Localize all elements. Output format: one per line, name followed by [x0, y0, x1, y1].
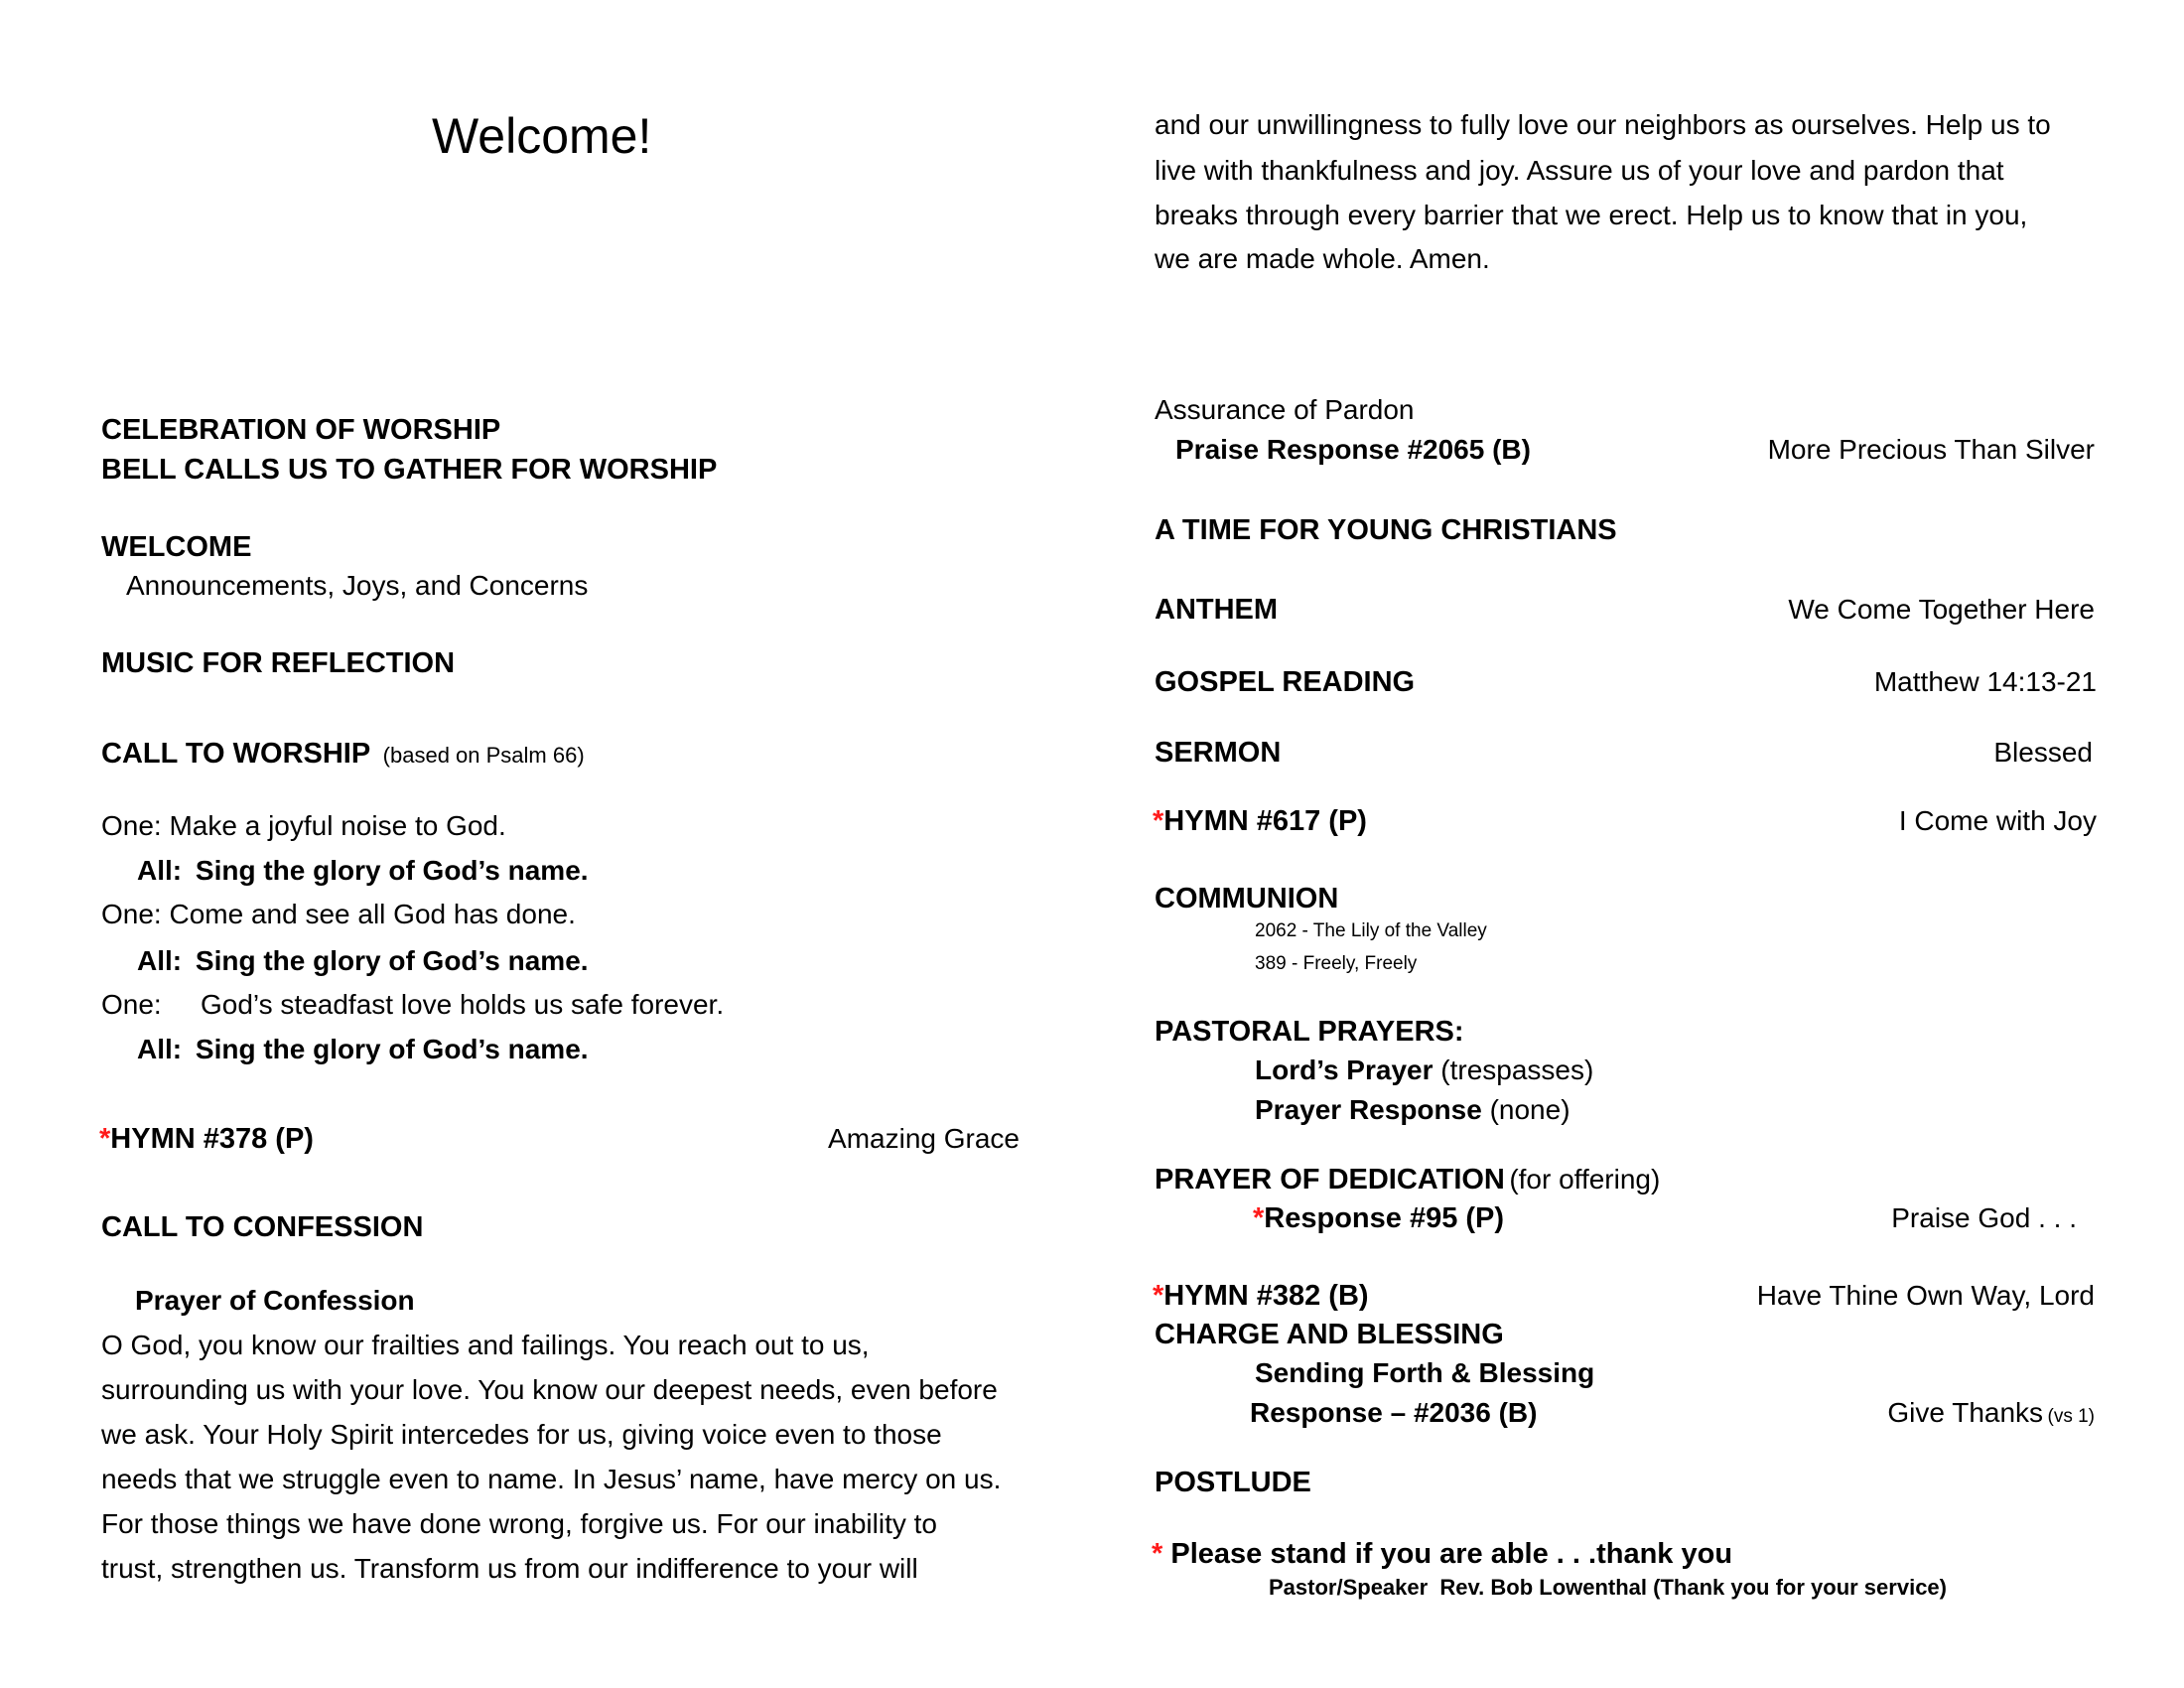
- stand-note: Please stand if you are able . . .thank you: [1162, 1538, 1733, 1570]
- litany-text: Come and see all God has done.: [169, 899, 576, 929]
- confession-line: surrounding us with your love. You know our deepest needs, even before: [101, 1374, 998, 1405]
- heading-sermon: SERMON: [1155, 737, 1282, 769]
- confession-line: O God, you know our frailties and failings. You reach out to us,: [101, 1330, 870, 1360]
- welcome-subtitle: Announcements, Joys, and Concerns: [126, 570, 589, 601]
- dedication-row: [1155, 1166, 1660, 1195]
- hymn-378-title: Amazing Grace: [828, 1123, 1020, 1154]
- assurance-of-pardon: Assurance of Pardon: [1155, 394, 1415, 425]
- sermon-title: Blessed: [1993, 737, 2093, 768]
- prayer-response-label: Prayer Response: [1255, 1094, 1482, 1125]
- heading-charge-and-blessing: CHARGE AND BLESSING: [1155, 1319, 1504, 1350]
- litany-line: [101, 901, 576, 928]
- litany-line: [137, 947, 589, 975]
- confession-continued-line: and our unwillingness to fully love our neighbors as ourselves. Help us to: [1155, 109, 2051, 140]
- litany-text: Sing the glory of God’s name.: [195, 945, 589, 976]
- confession-line: trust, strengthen us. Transform us from our indifference to your will: [101, 1553, 918, 1584]
- heading-postlude: POSTLUDE: [1155, 1467, 1311, 1498]
- litany-speaker: One:: [101, 989, 162, 1020]
- anthem-title: We Come Together Here: [1788, 594, 2095, 625]
- stand-asterisk-icon: *: [1153, 1280, 1164, 1312]
- response-2036-title: Give Thanks: [1887, 1397, 2044, 1428]
- prayer-response-row: [1255, 1096, 1570, 1124]
- response-2036-label: Response – #2036 (B): [1250, 1397, 1538, 1428]
- heading-music: MUSIC FOR REFLECTION: [101, 647, 456, 679]
- praise-response-title: More Precious Than Silver: [1767, 434, 2095, 465]
- sending-forth-label: Sending Forth & Blessing: [1255, 1357, 1595, 1388]
- litany-line: [101, 991, 724, 1019]
- litany-speaker: One:: [101, 810, 162, 841]
- hymn-378-label-row: [99, 1125, 314, 1154]
- stand-asterisk-icon: *: [1152, 1538, 1163, 1570]
- response-2036-note: (vs 1): [2047, 1406, 2095, 1427]
- heading-prayer-of-dedication: PRAYER OF DEDICATION: [1155, 1164, 1505, 1196]
- litany-speaker: One:: [101, 899, 162, 929]
- praise-response-label: Praise Response #2065 (B): [1175, 434, 1531, 465]
- heading-call-to-worship: CALL TO WORSHIP: [101, 738, 371, 770]
- hymn-382-title: Have Thine Own Way, Lord: [1756, 1280, 2095, 1311]
- hymn-617-label-row: [1153, 807, 1367, 836]
- heading-call-to-worship-row: [101, 740, 585, 769]
- heading-anthem: ANTHEM: [1155, 594, 1279, 626]
- response-95-row: [1253, 1204, 1504, 1233]
- response-2036-title-row: [1588, 1399, 2095, 1427]
- call-to-worship-note: (based on Psalm 66): [382, 743, 585, 768]
- hymn-382-label: HYMN #382 (B): [1163, 1280, 1369, 1312]
- pastor-credit: Pastor/Speaker Rev. Bob Lowenthal (Thank you for your service): [1269, 1575, 1947, 1600]
- stand-note-row: [1152, 1540, 1732, 1569]
- lords-prayer-row: [1255, 1056, 1593, 1084]
- prayer-response-note: (none): [1489, 1094, 1570, 1125]
- confession-continued-line: breaks through every barrier that we erect. Help us to know that in you,: [1155, 200, 2028, 230]
- heading-communion: COMMUNION: [1155, 883, 1339, 914]
- heading-call-to-confession: CALL TO CONFESSION: [101, 1211, 424, 1243]
- heading-celebration: CELEBRATION OF WORSHIP: [101, 414, 501, 446]
- confession-line: For those things we have done wrong, forgive us. For our inability to: [101, 1508, 937, 1539]
- communion-song: 2062 - The Lily of the Valley: [1255, 920, 1487, 941]
- heading-welcome: WELCOME: [101, 531, 252, 563]
- litany-text: Sing the glory of God’s name.: [195, 855, 589, 886]
- hymn-382-label-row: [1153, 1282, 1369, 1311]
- hymn-617-label: HYMN #617 (P): [1163, 805, 1367, 837]
- heading-bell: BELL CALLS US TO GATHER FOR WORSHIP: [101, 454, 718, 486]
- dedication-note: (for offering): [1509, 1164, 1661, 1195]
- gospel-reference: Matthew 14:13-21: [1873, 666, 2097, 697]
- litany-line: [137, 857, 589, 885]
- confession-continued-line: we are made whole. Amen.: [1155, 243, 1490, 274]
- response-95-title: Praise God . . .: [1891, 1202, 2077, 1233]
- hymn-378-label: HYMN #378 (P): [110, 1123, 314, 1155]
- litany-line: [101, 812, 506, 840]
- lords-prayer-note: (trespasses): [1440, 1055, 1594, 1085]
- litany-line: [137, 1036, 589, 1063]
- page-title: Welcome!: [432, 108, 652, 164]
- confession-line: we ask. Your Holy Spirit intercedes for us, giving voice even to those: [101, 1419, 942, 1450]
- litany-speaker: All:: [137, 855, 183, 886]
- litany-speaker: All:: [137, 945, 183, 976]
- litany-speaker: All:: [137, 1034, 183, 1064]
- response-95-label: Response #95 (P): [1264, 1202, 1505, 1234]
- hymn-617-title: I Come with Joy: [1898, 805, 2097, 836]
- litany-text: God’s steadfast love holds us safe forever.: [201, 989, 725, 1020]
- lords-prayer-label: Lord’s Prayer: [1255, 1055, 1433, 1085]
- communion-song: 389 - Freely, Freely: [1255, 953, 1418, 974]
- confession-continued-line: live with thankfulness and joy. Assure us of your love and pardon that: [1155, 155, 2004, 186]
- stand-asterisk-icon: *: [99, 1123, 111, 1155]
- litany-text: Sing the glory of God’s name.: [195, 1034, 589, 1064]
- stand-asterisk-icon: *: [1153, 805, 1164, 837]
- heading-pastoral-prayers: PASTORAL PRAYERS:: [1155, 1016, 1464, 1048]
- litany-text: Make a joyful noise to God.: [169, 810, 506, 841]
- heading-gospel-reading: GOSPEL READING: [1155, 666, 1416, 698]
- stand-asterisk-icon: *: [1253, 1202, 1265, 1234]
- heading-young-christians: A TIME FOR YOUNG CHRISTIANS: [1155, 514, 1617, 546]
- prayer-of-confession-label: Prayer of Confession: [135, 1285, 415, 1316]
- confession-line: needs that we struggle even to name. In Jesus’ name, have mercy on us.: [101, 1464, 1002, 1494]
